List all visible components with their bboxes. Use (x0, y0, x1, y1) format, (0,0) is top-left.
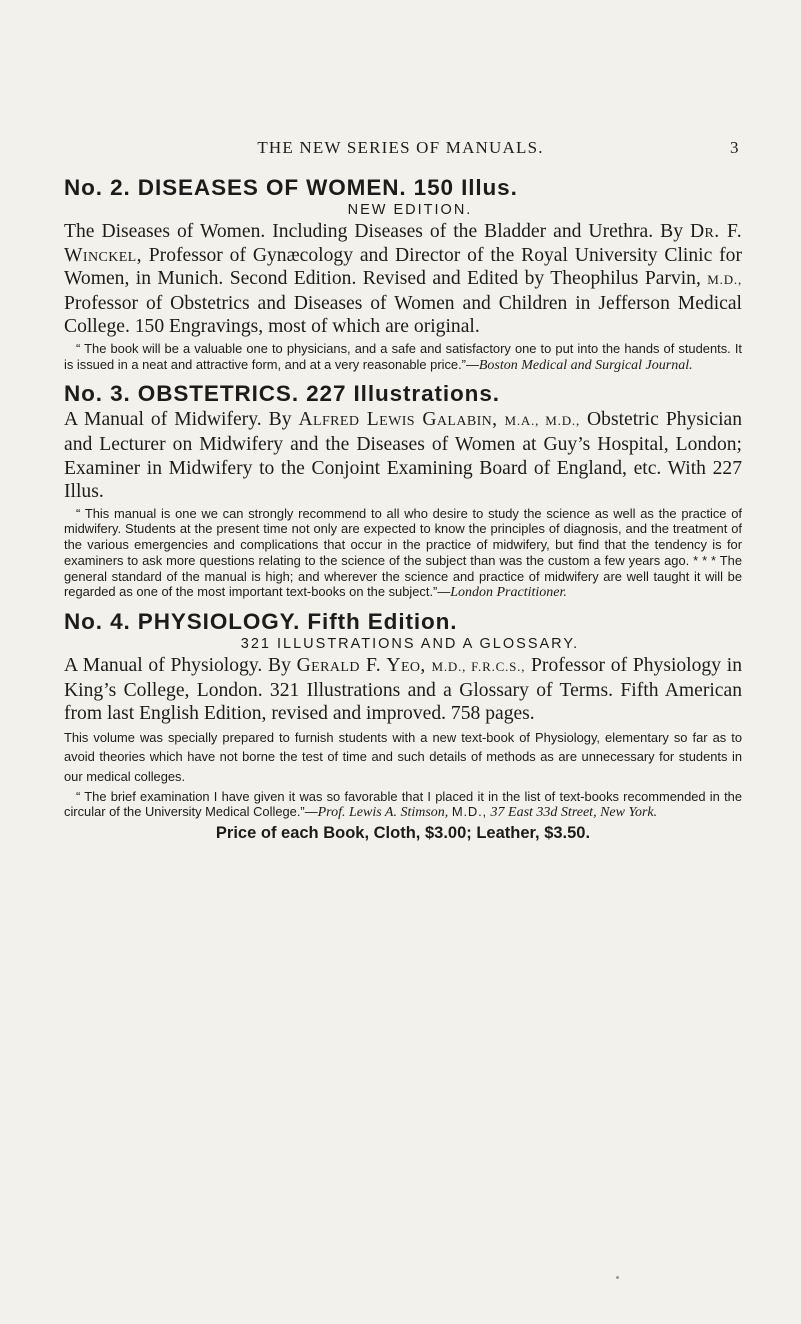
author-degree: M.D., (707, 272, 742, 288)
running-title: THE NEW SERIES OF MANUALS. (257, 138, 544, 157)
description-text: Obstetric Physician and Lecturer on Midwifery and the Diseases of Women at Guy’s Hospital, London; Examiner in Midwifery to the Conjoint Examining Board of England, etc. With 227 Illus. (64, 409, 743, 503)
author-degree: M.D., F.R.C.S., (431, 658, 526, 674)
quote-text: “ The brief examination I have given it was so favorable that I placed it in the list of text-books recommended in the circular of the University Medical College.”— (64, 788, 742, 820)
review-quote (64, 341, 742, 373)
section-heading: No. 4. PHYSIOLOGY. Fifth Edition. (64, 608, 458, 634)
description-text: Professor of Obstetrics and Diseases of Women and Children in Jefferson Medical College. 150 Engravings, most of which are original. (64, 292, 742, 338)
review-quote (64, 789, 742, 821)
author-name: Alfred Lewis Galabin, (298, 409, 498, 431)
author-name: Dr. F. Winckel, (64, 221, 742, 266)
quote-source: Prof. Lewis A. Stimson, (317, 805, 449, 821)
page-content (64, 175, 742, 843)
section-heading: No. 3. OBSTETRICS. 227 Illustrations. (64, 381, 500, 407)
quote-text: “ The book will be a valuable one to physicians, and a safe and satisfactory one to put into the hands of students. It is issued in a neat and attractive form, and at a very reasonable price.”— (64, 340, 742, 372)
section-description (64, 220, 742, 339)
quote-text: “ This manual is one we can strongly recommend to all who desire to study the science as well as the practice of midwifery. Students at the present time not only are expected to know the principles of diagnosis, and the treatment of the various emergencies and complications that occur in the practice of midwifery, but find that the tendency is for examiners to ask more questions relating to the science of the subject than was the custom a few years ago. * * * The general standard of the manual is high; and wherever the science and practice of midwifery are well taught it will be regarded as one of the most important text-books on the subject.”— (64, 505, 742, 600)
description-text: A Manual of Physiology. By (64, 654, 297, 676)
running-head (0, 134, 801, 164)
quote-source-address: 37 East 33d Street, New York. (490, 805, 658, 821)
quote-source-degree: M.D., (451, 804, 487, 820)
page-number: 3 (730, 138, 739, 157)
description-text: Professor of Physiology in King’s College, London. 321 Illustrations and a Glossary of Terms. Fifth American from last English Edition, revised and improved. 758 pages. (64, 654, 742, 725)
author-degree: M.A., M.D., (504, 413, 581, 429)
price-line: Price of each Book, Cloth, $3.00; Leather, $3.50. (215, 823, 591, 842)
section-obstetrics (64, 381, 742, 601)
review-quote (64, 506, 742, 601)
description-text: The Diseases of Women. Including Diseases of the Bladder and Urethra. By (64, 221, 690, 242)
section-subheading: NEW EDITION. (347, 202, 473, 218)
quote-source: London Practitioner. (450, 585, 567, 601)
description-text: Professor of Gynæcology and Director of the Royal University Clinic for Women, in Munich. Second Edition. Revised and Edited by Theophilus Parvin, (64, 244, 742, 290)
section-note: This volume was specially prepared to furnish students with a new text-book of Physiology, elementary so far as to avoid theories which have not borne the test of time and such details of methods as are unnecessary for students in our medical colleges. (64, 729, 742, 784)
section-description (64, 654, 742, 726)
section-physiology (64, 609, 742, 821)
quote-source: Boston Medical and Surgical Journal. (478, 357, 693, 373)
author-name: Gerald F. Yeo, (296, 654, 426, 676)
description-text: A Manual of Midwifery. By (64, 409, 299, 431)
section-description (64, 408, 742, 503)
section-heading: No. 2. DISEASES OF WOMEN. 150 Illus. (64, 175, 518, 200)
section-subheading: 321 ILLUSTRATIONS AND A GLOSSARY. (240, 635, 580, 652)
paper-speck (616, 1276, 619, 1279)
section-diseases-of-women (64, 175, 742, 373)
